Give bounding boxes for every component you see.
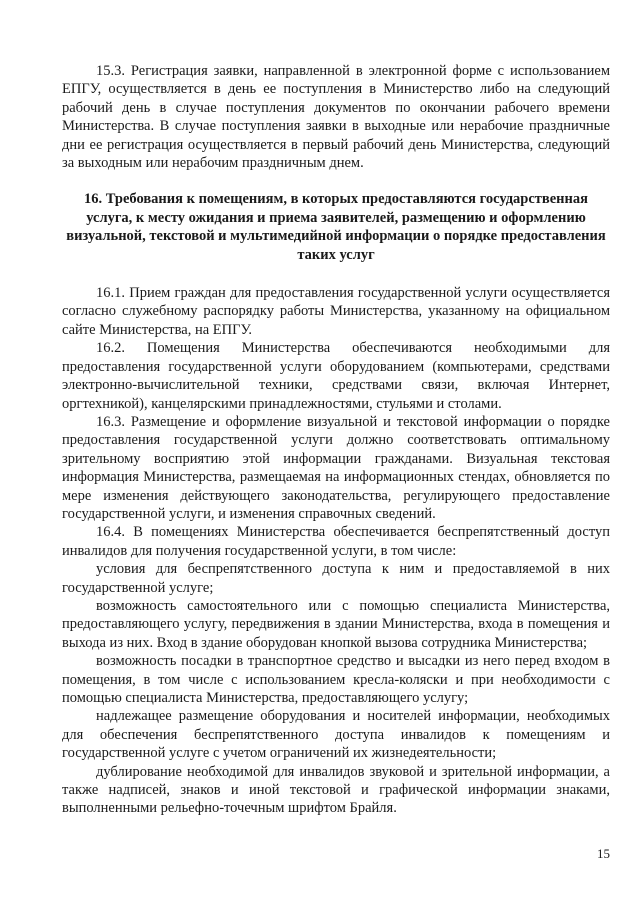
section-heading-16: 16. Требования к помещениям, в которых предоставляются государственная услуга, к месту ожидания и приема заявителей, размещению и оформлению визуальной, текстовой и мультимедийной информации о порядке предоставления таких услуг — [66, 191, 606, 263]
paragraph-16-2: 16.2. Помещения Министерства обеспечиваются необходимыми для предоставления государственной услуги оборудованием (компьютерами, средствами электронно-вычислительной техники, средствами связи, включая Интернет, оргтехникой), канцелярскими принадлежностями, стульями и столами. — [62, 340, 610, 412]
paragraph-15-3: 15.3. Регистрация заявки, направленной в электронной форме с использованием ЕПГУ, осуществляется в день ее поступления в Министерство либо на следующий рабочий день в случае поступления документов по окончании рабочего времени Министерства. В случае поступления заявки в выходные или нерабочие праздничные дни ее регистрация осуществляется в первый рабочий день Министерства, следующий за выходным или нерабочим праздничным днем. — [62, 63, 610, 172]
list-item-movement: возможность самостоятельного или с помощью специалиста Министерства, предоставляющего услугу, передвижения в здании Министерства, входа в помещения и выхода из них. Вход в здание оборудован кнопкой вызова сотрудника Министерства; — [62, 597, 610, 651]
list-item-transport: возможность посадки в транспортное средство и высадки из него перед входом в помещения, в том числе с использованием кресла-коляски и при необходимости с помощью специалиста Министерства, предоставляющего услугу; — [62, 653, 610, 706]
paragraph-16-1: 16.1. Прием граждан для предоставления государственной услуги осуществляется согласно служебному распорядку работы Министерства, указанному на официальном сайте Министерства, на ЕПГУ. — [62, 285, 610, 338]
list-item-access-conditions: условия для беспрепятственного доступа к ним и предоставляемой в них государственной услуге; — [62, 561, 610, 596]
list-item-braille: дублирование необходимой для инвалидов звуковой и зрительной информации, а также надписей, знаков и иной текстовой и графической информации знаками, выполненными рельефно-точечным шрифтом Брайля. — [62, 763, 610, 817]
list-item-equipment: надлежащее размещение оборудования и носителей информации, необходимых для обеспечения беспрепятственного доступа инвалидов к помещениям и государственной услуге с учетом ограничений их жизнедеятельности; — [62, 708, 610, 762]
paragraph-16-4: 16.4. В помещениях Министерства обеспечивается беспрепятственный доступ инвалидов для получения государственной услуги, в том числе: — [62, 524, 610, 559]
paragraph-16-3: 16.3. Размещение и оформление визуальной и текстовой информации о порядке предоставления государственной услуги должно соответствовать оптимальному зрительному восприятию этой информации гражданами. Визуальная текстовая информация Министерства, размещаемая на информационных стендах, обновляется по мере изменения действующего законодательства, регулирующего предоставление государственной услуги, и изменения справочных сведений. — [62, 413, 610, 522]
page-number: 15 — [597, 846, 610, 861]
document-page — [62, 62, 610, 818]
